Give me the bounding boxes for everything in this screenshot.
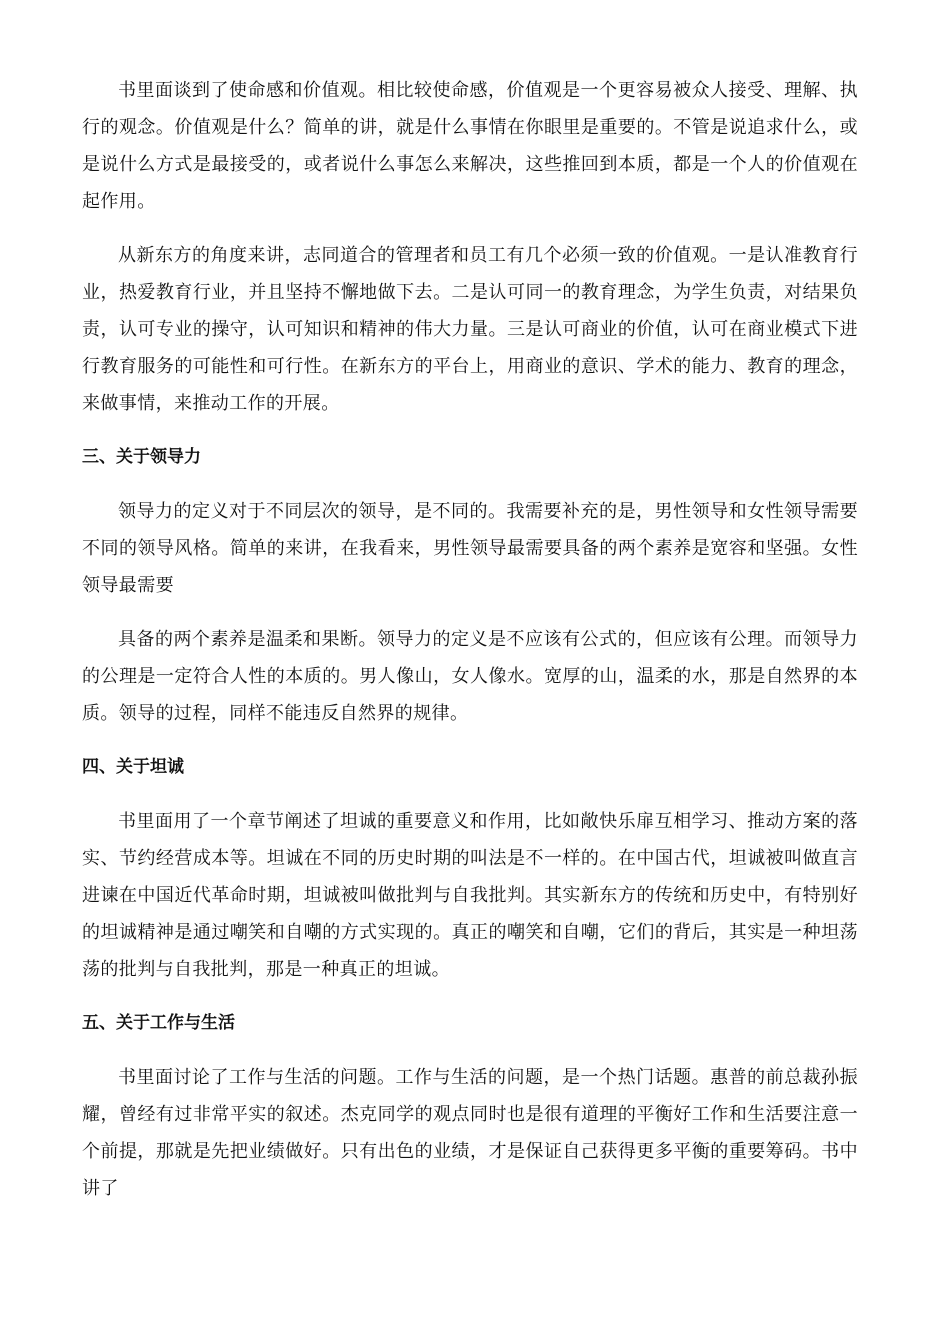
paragraph-shared-values: 从新东方的角度来讲，志同道合的管理者和员工有几个必须一致的价值观。一是认准教育行业，热爱教育行业，并且坚持不懈地做下去。二是认可同一的教育理念，为学生负责，对结果负责，认可专业的操守，认可知识和精神的伟大力量。三是认可商业的价值，认可在商业模式下进行教育服务的可能性和可行性。在新东方的平台上，用商业的意识、学术的能力、教育的理念，来做事情，来推动工作的开展。 [82,245,858,414]
paragraph-values-intro: 书里面谈到了使命感和价值观。相比较使命感，价值观是一个更容易被众人接受、理解、执行的观念。价值观是什么？简单的讲，就是什么事情在你眼里是重要的。不管是说追求什么，或是说什么方式是最接受的，或者说什么事怎么来解决，这些推回到本质，都是一个人的价值观在起作用。 [82,80,858,212]
section-heading-candor: 四、关于坦诚 [82,757,184,777]
section-heading-work-life: 五、关于工作与生活 [82,1013,235,1033]
paragraph-leadership-1: 领导力的定义对于不同层次的领导，是不同的。我需要补充的是，男性领导和女性领导需要不同的领导风格。简单的来讲，在我看来，男性领导最需要具备的两个素养是宽容和坚强。女性领导最需要 [82,501,858,596]
paragraph-leadership-2: 具备的两个素养是温柔和果断。领导力的定义是不应该有公式的，但应该有公理。而领导力的公理是一定符合人性的本质的。男人像山，女人像水。宽厚的山，温柔的水，那是自然界的本质。领导的过程，同样不能违反自然界的规律。 [82,629,858,724]
document-page [82,72,858,1224]
paragraph-work-life: 书里面讨论了工作与生活的问题。工作与生活的问题，是一个热门话题。惠普的前总裁孙振耀，曾经有过非常平实的叙述。杰克同学的观点同时也是很有道理的平衡好工作和生活要注意一个前提，那就是先把业绩做好。只有出色的业绩，才是保证自己获得更多平衡的重要筹码。书中讲了 [82,1067,858,1199]
paragraph-candor: 书里面用了一个章节阐述了坦诚的重要意义和作用，比如敞快乐扉互相学习、推动方案的落实、节约经营成本等。坦诚在不同的历史时期的叫法是不一样的。在中国古代，坦诚被叫做直言进谏在中国近代革命时期，坦诚被叫做批判与自我批判。其实新东方的传统和历史中，有特别好的坦诚精神是通过嘲笑和自嘲的方式实现的。真正的嘲笑和自嘲，它们的背后，其实是一种坦荡荡的批判与自我批判，那是一种真正的坦诚。 [82,811,858,980]
section-heading-leadership: 三、关于领导力 [82,447,201,467]
